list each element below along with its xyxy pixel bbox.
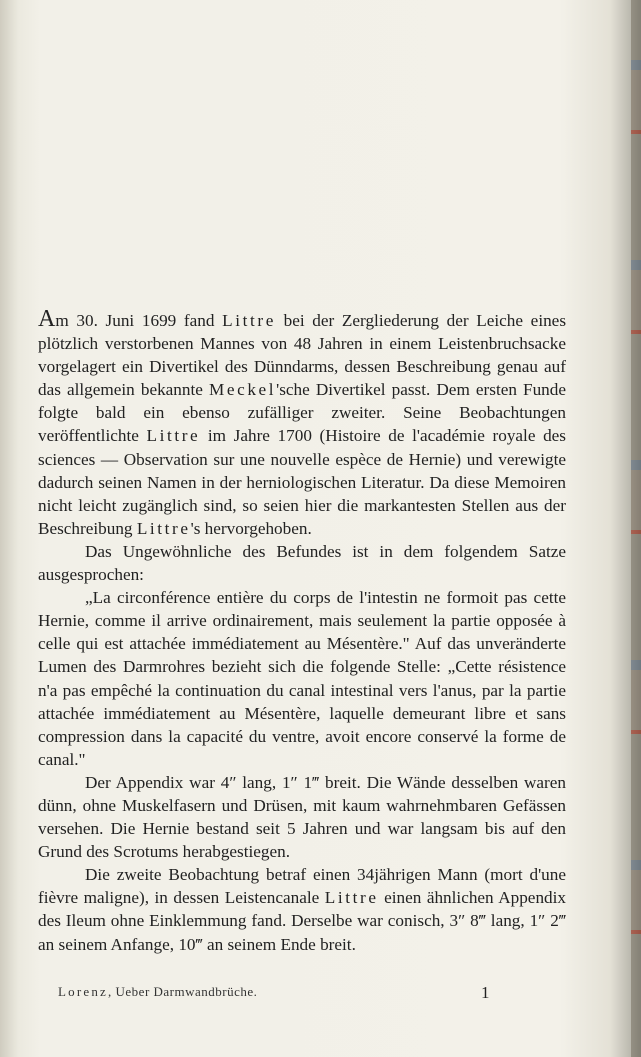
author-name: Meckel: [209, 380, 277, 400]
body-text: [38, 308, 566, 956]
page-footer: [58, 984, 498, 1000]
author-name: Littre: [324, 888, 379, 908]
author-name: Littre: [146, 426, 201, 446]
initial-letter: A: [38, 306, 56, 332]
paragraph-5: Die zweite Beobachtung betraf einen 34jährigen Mann (mort d'une fièvre maligne), in dessen Leistencanale Littre einen ähnlichen Appendix des Ileum ohne Einklemmung fand. Derselbe war conisch, 3″ 8‴ lang, 1″ 2‴ an seinem Anfange, 10‴ an seinem Ende breit.: [38, 865, 566, 954]
page-number: 1: [481, 983, 490, 1002]
author-name: Littre: [222, 311, 276, 330]
paragraph-2: Das Ungewöhnliche des Befundes ist in dem folgendem Satze ausgesprochen:: [38, 541, 566, 585]
paragraph-4: Der Appendix war 4″ lang, 1″ 1‴ breit. Die Wände desselben waren dünn, ohne Muskelfasern und Drüsen, mit kaum wahrnehmbaren Gefässen versehen. Die Hernie bestand seit 5 Jahren und war langsam bis auf den Grund des Scrotums herabgestiegen.: [38, 772, 566, 862]
paragraph-3: „La circonférence entière du corps de l'intestin ne formoit pas cette Hernie, comme il arrive ordinairement, mais seulement la partie opposée à celle qui est attachée immédiatement au Mésentère." Auf das unveränderte Lumen des Darmrohres bezieht sich die folgende Stelle: „Cette résistence n'a pas empêché la continuation du canal intestinal vers l'anus, par la partie attachée immédiatement au Mésentère, laquelle demeurant libre et sans compression dans la capacité du ventre, avoit encore conservé la forme de canal.": [38, 588, 566, 769]
paragraph-1: Am 30. Juni 1699 fand Littre bei der Zergliederung der Leiche eines plötzlich verstorbenen Mannes von 48 Jahren in einem Leistenbruchsacke vorgelagert ein Divertikel des Dünndarms, dessen Beschreibung genau auf das allgemein bekannte Meckel'sche Divertikel passt. Dem ersten Funde folgte bald ein ebenso zufälliger zweiter. Seine Beobachtungen veröffentlichte Littre im Jahre 1700 (Histoire de l'académie royale des sciences — Observation sur une nouvelle espèce de Hernie) und verewigte dadurch seinen Namen in der herniologischen Literatur. Da diese Memoiren nicht leicht zugänglich sind, so seien hier die markantesten Stellen aus der Beschreibung Littre's hervorgehoben.: [38, 306, 567, 538]
book-spine-edge: [631, 0, 641, 1057]
footer-title: , Ueber Darmwandbrüche.: [108, 984, 258, 999]
author-name: Littre: [136, 518, 191, 538]
footer-author: Lorenz: [58, 984, 109, 999]
